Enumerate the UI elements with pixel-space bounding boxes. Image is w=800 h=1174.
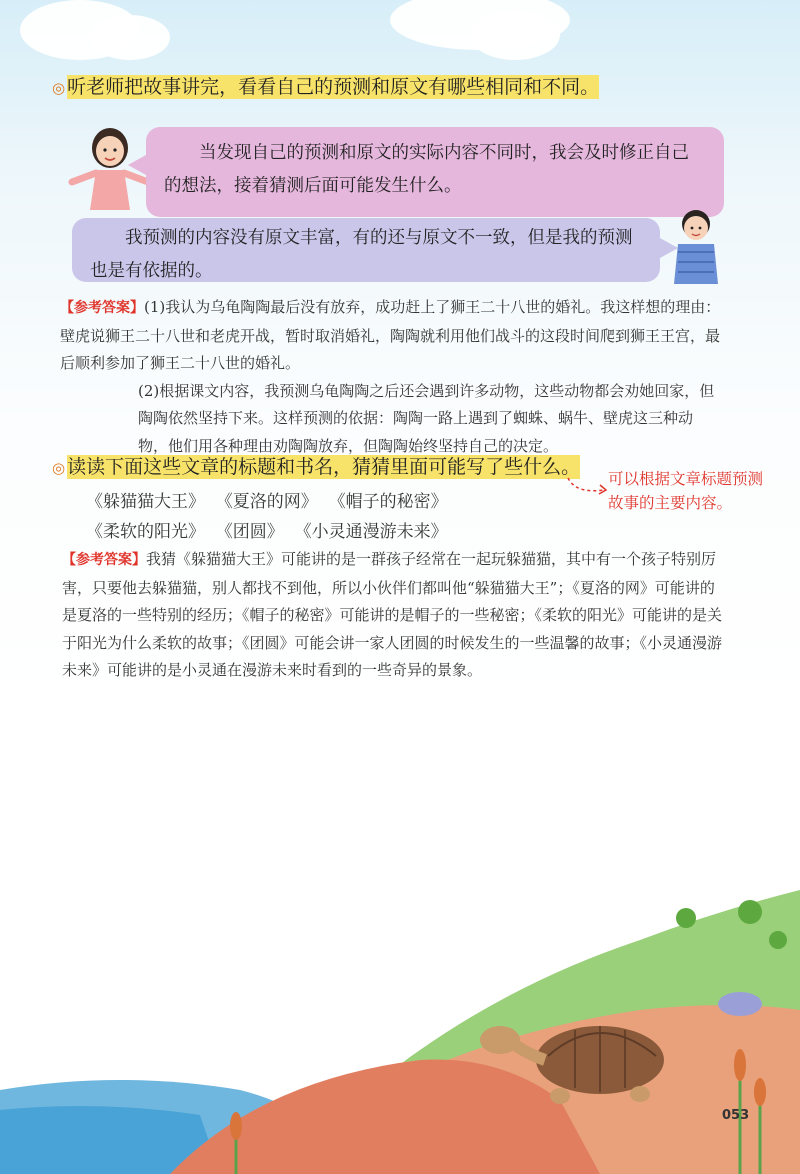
bullet-icon: ◎ xyxy=(52,459,66,477)
boy-speech-text: 我预测的内容没有原文丰富，有的还与原文不一致，但是我的预测也是有依据的。 xyxy=(90,228,633,281)
answer-2-para xyxy=(62,546,722,685)
answer-2 xyxy=(62,546,722,685)
girl-speech-text: 当发现自己的预测和原文的实际内容不同时，我会及时修正自己的想法，接着猜测后面可能发生什么。 xyxy=(164,143,689,196)
answer-1 xyxy=(62,294,722,460)
bullet-icon: ◎ xyxy=(52,79,66,97)
cloud-4 xyxy=(470,10,560,60)
page-number: 053 xyxy=(722,1108,750,1123)
rock-icon xyxy=(718,992,762,1016)
tree-icon xyxy=(676,908,696,928)
boy-illustration xyxy=(668,208,724,284)
landscape-illustration xyxy=(0,860,800,1174)
answer-1-para-2: (2)根据课文内容，我预测乌龟陶陶之后还会遇到许多动物，这些动物都会劝她回家，但陶陶依然坚持下来。这样预测的依据：陶陶一路上遇到了蜘蛛、蜗牛、壁虎这三种动物，他们用各种理由劝陶陶放弃，但陶陶始终坚持自己的决定。 xyxy=(138,381,715,455)
cloud-2 xyxy=(90,15,170,60)
tree-icon xyxy=(738,900,762,924)
book-titles-row-2: 《柔软的阳光》 《团圆》 《小灵通漫游未来》 xyxy=(86,522,448,542)
boy-speech-bubble xyxy=(72,218,660,282)
answer-tag: 【参考答案】 xyxy=(62,552,146,568)
answer-1-para-1 xyxy=(60,294,722,378)
instruction-2 xyxy=(52,452,580,483)
side-note: 可以根据文章标题预测故事的主要内容。 xyxy=(608,470,764,512)
instruction-1 xyxy=(52,72,599,103)
tree-icon xyxy=(769,931,787,949)
answer-2-text: 我猜《躲猫猫大王》可能讲的是一群孩子经常在一起玩躲猫猫，其中有一个孩子特别厉害，只要他去躲猫猫，别人都找不到他，所以小伙伴们都叫他“躲猫猫大王”；《夏洛的网》可能讲的是夏洛的一些特别的经历；《帽子的秘密》可能讲的是帽子的一些秘密；《柔软的阳光》可能讲的是关于阳光为什么柔软的故事；《团圆》可能会讲一家人团圆的时候发生的一些温馨的故事；《小灵通漫游未来》可能讲的是小灵通在漫游未来时看到的一些奇异的景象。 xyxy=(62,550,723,679)
instruction-1-text: 听老师把故事讲完，看看自己的预测和原文有哪些相同和不同。 xyxy=(67,76,600,98)
dashed-arrow-icon xyxy=(566,474,610,498)
book-titles-row-1: 《躲猫猫大王》 《夏洛的网》 《帽子的秘密》 xyxy=(86,492,448,512)
instruction-2-text: 读读下面这些文章的标题和书名，猜猜里面可能写了些什么。 xyxy=(67,456,581,478)
answer-tag: 【参考答案】 xyxy=(60,300,144,316)
answer-1-para-1-text: (1)我认为乌龟陶陶最后没有放弃，成功赶上了狮王二十八世的婚礼。我这样想的理由：壁虎说狮王二十八世和老虎开战，暂时取消婚礼，陶陶就利用他们战斗的这段时间爬到狮王王宫，最后顺利参加了狮王二十八世的婚礼。 xyxy=(60,298,721,372)
girl-speech-bubble xyxy=(146,127,724,217)
